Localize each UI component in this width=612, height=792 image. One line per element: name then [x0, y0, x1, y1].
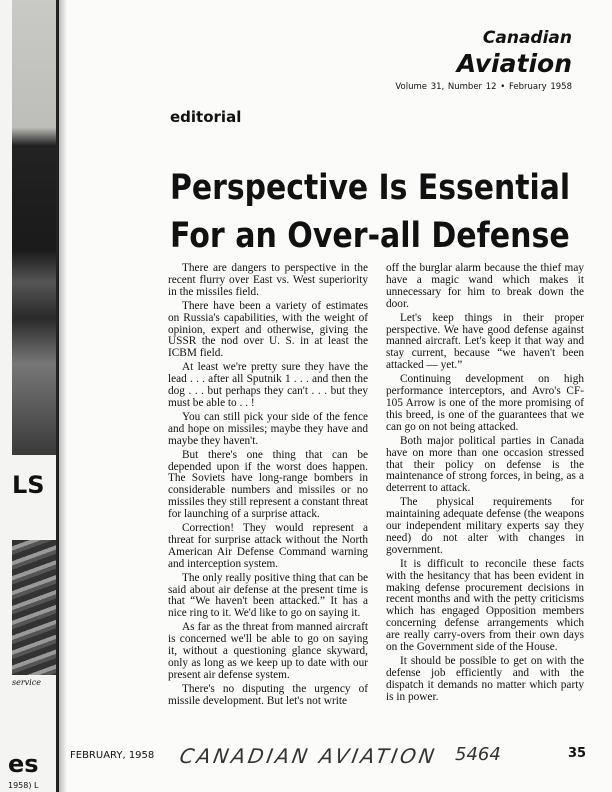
handwritten-annotation: CANADIAN AVIATION — [177, 744, 440, 768]
masthead — [395, 28, 572, 93]
paragraph: Correction! They would represent a threat for surprise attack without the North American Air Defense Command warning and interception system. — [168, 522, 368, 570]
section-kicker: editorial — [170, 108, 242, 126]
paragraph: There are dangers to perspective in the recent flurry over East vs. West superiority in the missiles field. — [168, 262, 368, 298]
paragraph: The only really positive thing that can be said about air defense at the present time is that “We haven't been attacked.” It has a nice ring to it. We'd like to go on saying it. — [168, 571, 368, 620]
issue-info: Volume 31, Number 12 • February 1958 — [395, 82, 572, 92]
paragraph: It is difficult to reconcile these facts with the hesitancy that has been evident in making defense procurement decisions in recent months and with the petty criticisms which has engaged Opposition members concerning defense arrangements which are really carry-overs from their own days on the Government side of the House. — [386, 557, 584, 654]
paragraph: off the burglar alarm because the thief may have a magic wand which makes it unnecessary for him to break down the door. — [386, 262, 584, 310]
adjacent-page-photo-engine — [12, 540, 57, 675]
masthead-line1: Canadian — [482, 28, 572, 48]
adjacent-page-heading-fragment-2: es — [8, 752, 39, 777]
paragraph: Continuing development on high performance interceptors, and Avro's CF-105 Arrow is one of the more promising of this breed, is one of the guarantees that we can go on not being attacked. — [386, 373, 584, 433]
spine-shadow — [59, 0, 67, 792]
paragraph: At least we're pretty sure they have the lead . . . after all Sputnik 1 . . . and then the dog . . . but perhaps they can't . . . but they must be able to . . ! — [168, 361, 368, 409]
adjacent-page-footer-fragment: 1958) L — [8, 781, 39, 790]
adjacent-page-caption: service — [12, 678, 41, 687]
footer-date: FEBRUARY, 1958 — [70, 750, 155, 761]
paragraph: There have been a variety of estimates on Russia's capabilities, with the weight of opinion, expert and otherwise, giving the USSR the nod over U. S. in at least the ICBM field. — [168, 299, 368, 360]
article-column-2 — [386, 263, 584, 706]
article-column-1 — [168, 263, 368, 710]
paragraph: You can still pick your side of the fence and hope on missiles; maybe they have and maybe they haven't. — [168, 410, 368, 447]
adjacent-page-photo — [12, 0, 57, 455]
title-line2: For an Over-all Defense — [170, 216, 570, 256]
handwritten-number: 5464 — [455, 744, 501, 765]
paragraph: There's no disputing the urgency of missile development. But let's not write — [168, 682, 368, 707]
paragraph: Both major political parties in Canada have on more than one occasion stressed that their policy on defense is the maintenance of strong forces, in being, as a deterrent to attack. — [386, 434, 584, 495]
paragraph: But there's one thing that can be depended upon if the worst does happen. The Soviets have long-range bombers in considerable numbers and missiles or no missiles they still represent a constant threat for launching of a surprise attack. — [168, 448, 368, 521]
paragraph: The physical requirements for maintaining adequate defense (the weapons our independent military experts say they need) do not alter with changes in government. — [386, 496, 584, 556]
article-title — [170, 164, 612, 260]
paragraph: Let's keep things in their proper perspective. We have good defense against manned aircraft. Let's keep it that way and stay current, because “we haven't been attacked — yet.” — [386, 311, 584, 372]
masthead-line2: Aviation — [456, 49, 572, 78]
paragraph: It should be possible to get on with the defense job efficiently and with the dispatch it demands no matter which party is in power. — [386, 655, 584, 703]
title-line1: Perspective Is Essential — [170, 168, 571, 208]
adjacent-page-heading-fragment: LS — [12, 472, 45, 498]
page-number: 35 — [568, 746, 587, 761]
paragraph: As far as the threat from manned aircraft is concerned we'll be able to go on saying it, without a questioning glance skyward, only as long as we keep up to date with our present air defense system. — [168, 621, 368, 681]
adjacent-page-bleed — [0, 0, 57, 792]
